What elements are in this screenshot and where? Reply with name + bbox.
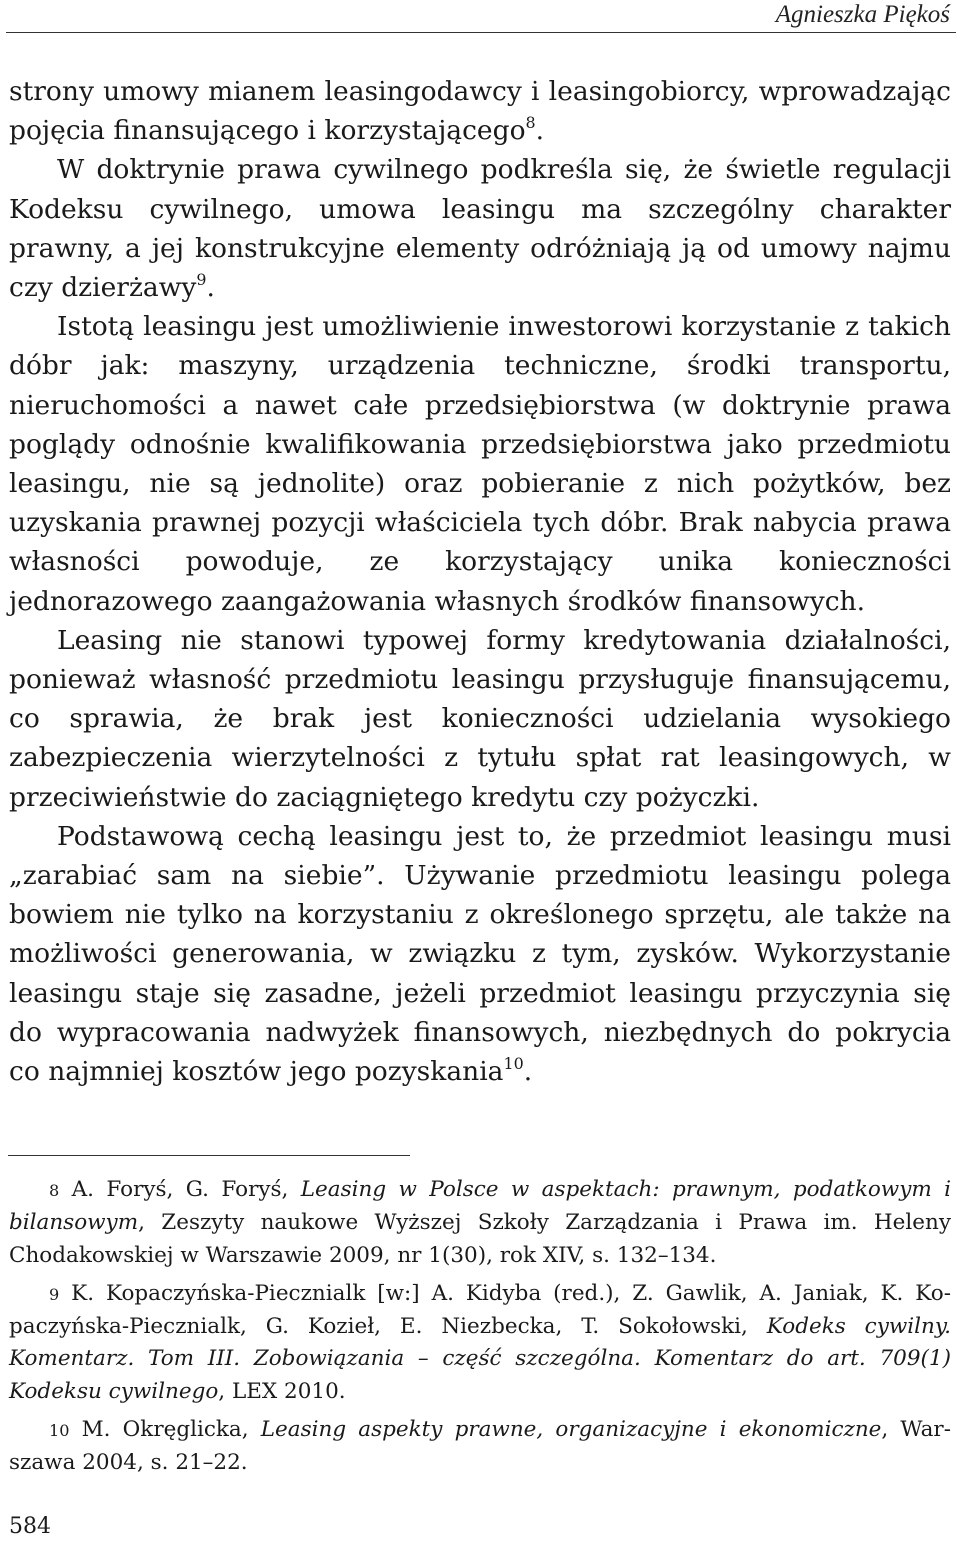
paragraph-3 — [9, 307, 951, 621]
footnote-8 — [9, 1174, 951, 1272]
paragraph-2-end: . — [206, 272, 215, 304]
paragraph-4 — [9, 621, 951, 817]
running-header-author: Agnieszka Piękoś — [775, 1, 950, 28]
paragraph-1-end: . — [535, 115, 545, 147]
footnote-title: Leasing w Polsce w aspektach: prawnym, podatkowym i bilansowym — [9, 1177, 951, 1236]
footnote-rest: , LEX 2010. — [218, 1378, 346, 1404]
footnote-ref-10[interactable]: 10 — [503, 1053, 524, 1073]
footnote-9 — [9, 1278, 951, 1408]
paragraph-2 — [9, 150, 951, 307]
footnote-separator — [8, 1155, 410, 1156]
footnote-mark: 10 — [49, 1421, 70, 1441]
body-text — [9, 72, 951, 1091]
footnote-ref-8[interactable]: 8 — [525, 113, 536, 133]
footnote-authors: M. Okręglicka, — [81, 1417, 249, 1443]
header-rule — [6, 32, 956, 33]
paragraph-5 — [9, 817, 951, 1091]
footnote-ref-9[interactable]: 9 — [196, 269, 207, 289]
page-number: 584 — [9, 1514, 51, 1539]
footnote-authors: K. Kopaczyńska-Piecznialk [w:] A. Kidyba (red.), Z. Gawlik, A. Janiak, K. Kopaczyńska-Piecznialk, G. Kozieł, E. Niezbecka, T. Sokołowski, — [9, 1280, 951, 1340]
footnote-mark: 8 — [49, 1181, 60, 1200]
paragraph-1 — [9, 72, 951, 150]
footnote-rest: , Zeszyty naukowe Wyższej Szkoły Zarządzania i Prawa im. Heleny Chodakowskiej w Warszawie 2009, nr 1(30), rok XIV, s. 132–134. — [9, 1210, 951, 1268]
paragraph-5-end: . — [523, 1056, 533, 1088]
footnote-mark: 9 — [49, 1284, 60, 1304]
paragraph-4-text: Leasing nie stanowi typowej formy kredytowania działalności, ponieważ własność przedmiotu leasingu przysługuje finansującemu, co sprawia, że brak jest konieczności udzielania wysokiego zabezpieczenia wierzytelności z tytułu spłat rat leasingowych, w przeciwieństwie do zaciągniętego kredytu czy pożyczki. — [9, 624, 951, 813]
paragraph-2-text: W doktrynie prawa cywilnego podkreśla się, że świetle regulacji Kodeksu cywilnego, umowa leasingu ma szczególny charakter prawny, a jej konstrukcyjne elementy odróżniają ją od umowy najmu czy dzierżawy — [9, 154, 951, 304]
footnote-title: Kodeks cywilny. Komentarz. Tom III. Zobowiązania – część szczególna. Komentarz do art. 709(1) Kodeksu cywilnego — [9, 1314, 951, 1404]
footnote-10 — [9, 1414, 951, 1480]
footnote-authors: A. Foryś, G. Foryś, — [71, 1177, 289, 1202]
paragraph-3-text: Istotą leasingu jest umożliwienie inwestorowi korzystanie z takich dóbr jak: maszyny, urządzenia techniczne, środki transportu, nieruchomości a nawet całe przedsiębiorstwa (w doktrynie prawa poglądy odnośnie kwalifikowania przedsiębiorstwa jako przedmiotu leasingu, nie są jednolite) oraz pobieranie z nich pożytków, bez uzyskania prawnej pozycji właściciela tych dóbr. Brak nabycia prawa własności powoduje, ze korzystający unika konieczności jednorazowego zaangażowania własnych środków finansowych. — [9, 311, 951, 617]
paragraph-5-text: Podstawową cechą leasingu jest to, że przedmiot leasingu musi „zarabiać sam na siebie”. Używanie przedmiotu leasingu polega bowiem nie tylko na korzystaniu z określonego sprzętu, ale także na możliwości generowania, w związku z tym, zysków. Wykorzystanie leasingu staje się zasadne, jeżeli przedmiot leasingu przyczynia się do wypracowania nadwyżek finansowych, niezbędnych do pokrycia co najmniej kosztów jego pozyskania — [9, 820, 951, 1088]
footnotes — [9, 1174, 951, 1486]
footnote-title: Leasing aspekty prawne, organizacyjne i ekonomiczne — [260, 1417, 882, 1443]
paragraph-1-text: strony umowy mianem leasingodawcy i leasingobiorcy, wprowadzając pojęcia finansującego i korzystającego — [9, 76, 951, 147]
footnote-rest: , Warszawa 2004, s. 21–22. — [9, 1417, 951, 1476]
